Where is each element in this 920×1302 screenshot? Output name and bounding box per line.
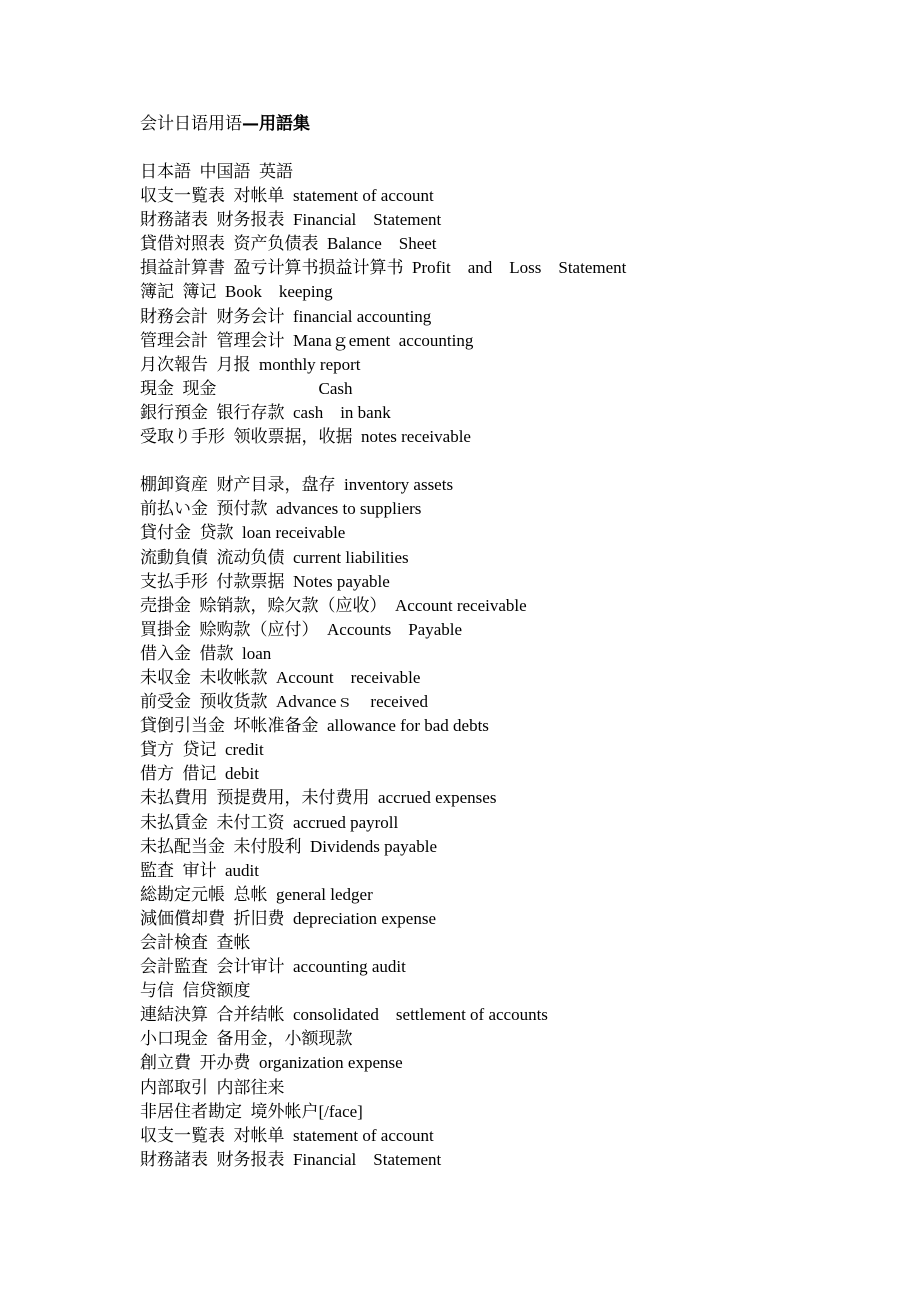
- glossary-entry: 会計監査 会计审计 accounting audit: [140, 957, 406, 977]
- glossary-entry: 会計検査 查帐: [140, 933, 251, 952]
- glossary-entry: 減価償却費 折旧费 depreciation expense: [140, 908, 437, 928]
- glossary-entry: 買掛金 赊购款（应付） Accounts Payable: [140, 619, 463, 639]
- glossary-entry: 簿記 簿记 Book keeping: [140, 282, 333, 302]
- glossary-entry: 非居住者勘定 境外帐户[/face]: [140, 1101, 363, 1121]
- glossary-entry: 貸借対照表 资产负债表 Balance Sheet: [140, 234, 437, 254]
- glossary-entry: 未収金 未收帐款 Account receivable: [140, 667, 421, 687]
- glossary-entry: 財務諸表 财务报表 Financial Statement: [140, 1149, 442, 1169]
- glossary-header: 日本語 中国語 英語: [140, 162, 293, 181]
- blank-line: [140, 449, 900, 473]
- glossary-list: [140, 160, 900, 1172]
- glossary-entry: 前払い金 预付款 advances to suppliers: [140, 499, 422, 519]
- glossary-entry: 創立費 开办费 organization expense: [140, 1053, 403, 1073]
- glossary-entry: 財務会計 财务会计 financial accounting: [140, 306, 432, 326]
- glossary-entry: 売掛金 赊销款，赊欠款（应收） Account receivable: [140, 595, 527, 615]
- glossary-entry: 借方 借记 debit: [140, 764, 259, 784]
- glossary-entry: 借入金 借款 loan: [140, 643, 272, 663]
- title-regular: 会计日语用语: [140, 114, 242, 133]
- glossary-entry: 未払配当金 未付股利 Dividends payable: [140, 836, 437, 856]
- glossary-entry: 収支一覧表 对帐单 statement of account: [140, 186, 434, 206]
- glossary-entry: 連結決算 合并结帐 consolidated settlement of accounts: [140, 1005, 548, 1025]
- title-bold: —用語集: [242, 114, 310, 134]
- glossary-entry: 流動負債 流动负债 current liabilities: [140, 547, 409, 567]
- glossary-entry: 受取り手形 领收票据，收据 notes receivable: [140, 427, 471, 447]
- glossary-entry: 内部取引 内部往来: [140, 1077, 285, 1097]
- glossary-entry: 棚卸資産 财产目录，盘存 inventory assets: [140, 475, 454, 495]
- glossary-entry: 財務諸表 财务报表 Financial Statement: [140, 210, 442, 230]
- glossary-entry: 損益計算書 盈亏计算书损益计算书 Profit and Loss Statement: [140, 258, 627, 278]
- glossary-entry: 小口現金 备用金，小额现款: [140, 1029, 353, 1049]
- glossary-entry: 総勘定元帳 总帐 general ledger: [140, 884, 373, 904]
- glossary-entry: 監査 审计 audit: [140, 860, 259, 880]
- glossary-entry: 貸付金 贷款 loan receivable: [140, 523, 346, 543]
- glossary-entry: 月次報告 月报 monthly report: [140, 354, 361, 374]
- glossary-entry: 収支一覧表 对帐单 statement of account: [140, 1125, 434, 1145]
- glossary-entry: 未払賃金 未付工资 accrued payroll: [140, 812, 399, 832]
- glossary-entry: 未払費用 预提费用，未付费用 accrued expenses: [140, 788, 497, 808]
- glossary-entry: 管理会計 管理会计 Manaｇement accounting: [140, 330, 474, 350]
- glossary-entry: 現金 现金 Cash: [140, 378, 353, 398]
- glossary-entry: 支払手形 付款票据 Notes payable: [140, 571, 390, 591]
- glossary-entry: 与信 信贷额度: [140, 981, 251, 1001]
- glossary-entry: 貸方 贷记 credit: [140, 740, 264, 760]
- glossary-entry: 銀行預金 银行存款 cash in bank: [140, 402, 391, 422]
- glossary-entry: 貸倒引当金 坏帐准备金 allowance for bad debts: [140, 716, 489, 736]
- document-title: [140, 112, 310, 136]
- glossary-entry: 前受金 预收货款 Advanceｓ received: [140, 692, 428, 712]
